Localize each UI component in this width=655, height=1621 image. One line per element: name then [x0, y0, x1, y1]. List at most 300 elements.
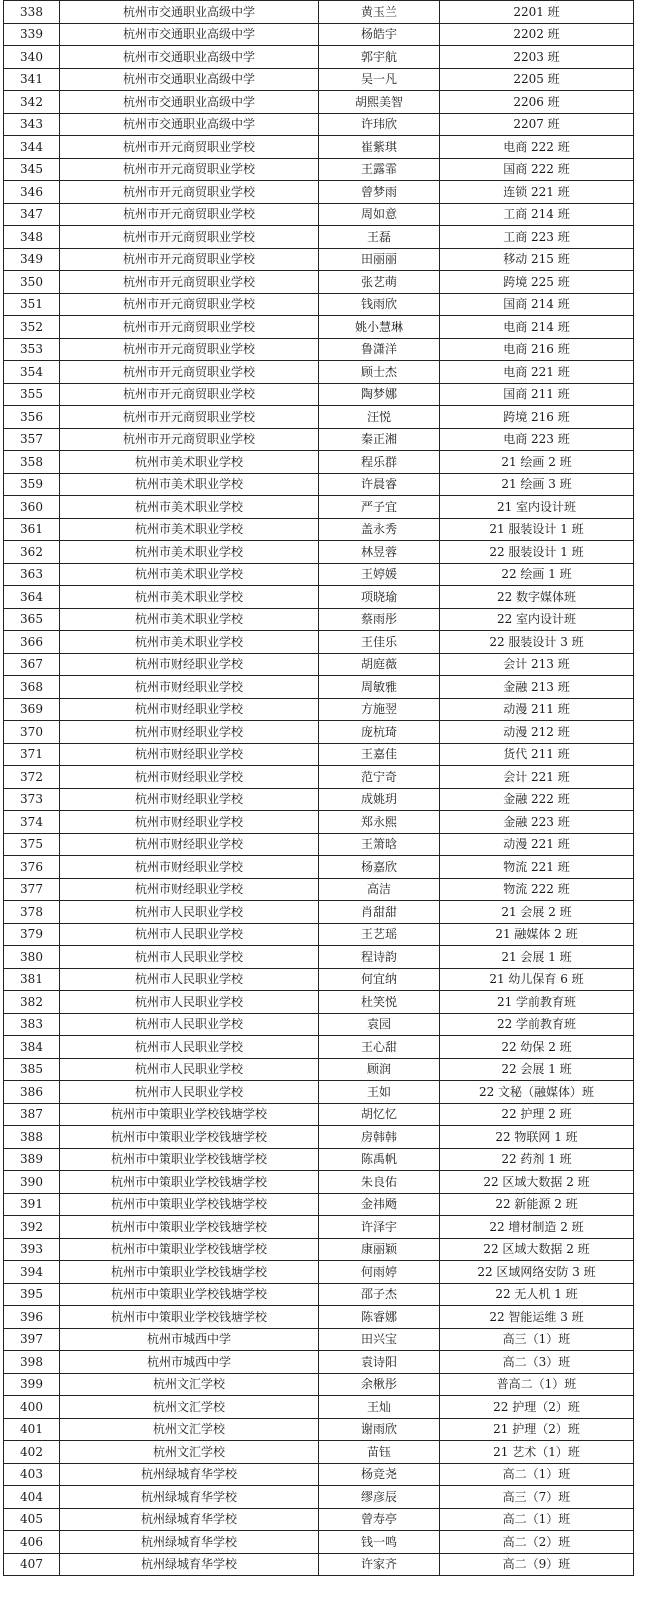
student-name-cell: 朱良佑: [319, 1171, 440, 1194]
table-row: [4, 248, 634, 271]
student-name-cell: 余楸彤: [319, 1373, 440, 1396]
class-name-cell: 电商 221 班: [440, 361, 634, 384]
row-number-cell: 380: [4, 946, 60, 969]
school-name-cell: 杭州市美术职业学校: [60, 518, 319, 541]
class-name-cell: 22 智能运维 3 班: [440, 1306, 634, 1329]
student-name-cell: 周如意: [319, 203, 440, 226]
school-name-cell: 杭州市美术职业学校: [60, 586, 319, 609]
row-number-cell: 361: [4, 518, 60, 541]
row-number-cell: 387: [4, 1103, 60, 1126]
class-name-cell: 2207 班: [440, 113, 634, 136]
class-name-cell: 物流 222 班: [440, 878, 634, 901]
class-name-cell: 22 文秘（融媒体）班: [440, 1081, 634, 1104]
row-number-cell: 391: [4, 1193, 60, 1216]
school-name-cell: 杭州绿城育华学校: [60, 1531, 319, 1554]
student-name-cell: 袁诗阳: [319, 1351, 440, 1374]
row-number-cell: 345: [4, 158, 60, 181]
student-name-cell: 何雨婷: [319, 1261, 440, 1284]
school-name-cell: 杭州市人民职业学校: [60, 1058, 319, 1081]
row-number-cell: 404: [4, 1486, 60, 1509]
table-row: [4, 473, 634, 496]
table-row: [4, 1171, 634, 1194]
row-number-cell: 354: [4, 361, 60, 384]
row-number-cell: 385: [4, 1058, 60, 1081]
student-name-cell: 杜笑悦: [319, 991, 440, 1014]
class-name-cell: 22 无人机 1 班: [440, 1283, 634, 1306]
row-number-cell: 401: [4, 1418, 60, 1441]
row-number-cell: 342: [4, 91, 60, 114]
class-name-cell: 连锁 221 班: [440, 181, 634, 204]
school-name-cell: 杭州市美术职业学校: [60, 631, 319, 654]
school-name-cell: 杭州市财经职业学校: [60, 721, 319, 744]
table-row: [4, 1418, 634, 1441]
table-row: [4, 113, 634, 136]
row-number-cell: 364: [4, 586, 60, 609]
row-number-cell: 372: [4, 766, 60, 789]
class-name-cell: 22 幼保 2 班: [440, 1036, 634, 1059]
school-name-cell: 杭州市人民职业学校: [60, 901, 319, 924]
row-number-cell: 382: [4, 991, 60, 1014]
row-number-cell: 352: [4, 316, 60, 339]
row-number-cell: 358: [4, 451, 60, 474]
school-name-cell: 杭州市中策职业学校钱塘学校: [60, 1216, 319, 1239]
class-name-cell: 2205 班: [440, 68, 634, 91]
class-name-cell: 22 服装设计 3 班: [440, 631, 634, 654]
table-row: [4, 91, 634, 114]
class-name-cell: 会计 213 班: [440, 653, 634, 676]
class-name-cell: 22 区域大数据 2 班: [440, 1171, 634, 1194]
table-row: [4, 608, 634, 631]
table-row: [4, 1, 634, 24]
class-name-cell: 2201 班: [440, 1, 634, 24]
school-name-cell: 杭州市开元商贸职业学校: [60, 226, 319, 249]
school-name-cell: 杭州市财经职业学校: [60, 653, 319, 676]
table-row: [4, 856, 634, 879]
table-row: [4, 833, 634, 856]
school-name-cell: 杭州市开元商贸职业学校: [60, 338, 319, 361]
class-name-cell: 2202 班: [440, 23, 634, 46]
class-name-cell: 国商 214 班: [440, 293, 634, 316]
class-name-cell: 22 护理（2）班: [440, 1396, 634, 1419]
student-name-cell: 秦正湘: [319, 428, 440, 451]
student-name-cell: 缪彦辰: [319, 1486, 440, 1509]
row-number-cell: 386: [4, 1081, 60, 1104]
student-name-cell: 许家齐: [319, 1553, 440, 1576]
table-row: [4, 1396, 634, 1419]
class-name-cell: 动漫 211 班: [440, 698, 634, 721]
class-name-cell: 22 护理 2 班: [440, 1103, 634, 1126]
row-number-cell: 398: [4, 1351, 60, 1374]
student-name-cell: 钱一鸣: [319, 1531, 440, 1554]
student-name-cell: 庞杭琦: [319, 721, 440, 744]
table-row: [4, 1036, 634, 1059]
row-number-cell: 357: [4, 428, 60, 451]
row-number-cell: 365: [4, 608, 60, 631]
table-row: [4, 203, 634, 226]
table-row: [4, 968, 634, 991]
table-row: [4, 1058, 634, 1081]
school-name-cell: 杭州文汇学校: [60, 1441, 319, 1464]
student-name-cell: 胡忆忆: [319, 1103, 440, 1126]
student-name-cell: 王嘉佳: [319, 743, 440, 766]
row-number-cell: 343: [4, 113, 60, 136]
class-name-cell: 电商 216 班: [440, 338, 634, 361]
class-name-cell: 国商 222 班: [440, 158, 634, 181]
class-name-cell: 21 室内设计班: [440, 496, 634, 519]
student-name-cell: 黄玉兰: [319, 1, 440, 24]
student-name-cell: 严子宜: [319, 496, 440, 519]
row-number-cell: 406: [4, 1531, 60, 1554]
row-number-cell: 395: [4, 1283, 60, 1306]
school-name-cell: 杭州市开元商贸职业学校: [60, 203, 319, 226]
class-name-cell: 2203 班: [440, 46, 634, 69]
class-name-cell: 高三（7）班: [440, 1486, 634, 1509]
school-name-cell: 杭州市中策职业学校钱塘学校: [60, 1126, 319, 1149]
table-row: [4, 1283, 634, 1306]
table-row: [4, 136, 634, 159]
table-row: [4, 406, 634, 429]
table-row: [4, 676, 634, 699]
class-name-cell: 2206 班: [440, 91, 634, 114]
table-row: [4, 1238, 634, 1261]
row-number-cell: 392: [4, 1216, 60, 1239]
student-name-cell: 蔡雨彤: [319, 608, 440, 631]
school-name-cell: 杭州市中策职业学校钱塘学校: [60, 1193, 319, 1216]
school-name-cell: 杭州文汇学校: [60, 1418, 319, 1441]
student-name-cell: 顾润: [319, 1058, 440, 1081]
table-row: [4, 1126, 634, 1149]
table-row: [4, 1486, 634, 1509]
row-number-cell: 374: [4, 811, 60, 834]
school-name-cell: 杭州市交通职业高级中学: [60, 46, 319, 69]
student-name-cell: 项晓瑜: [319, 586, 440, 609]
table-row: [4, 1463, 634, 1486]
class-name-cell: 22 室内设计班: [440, 608, 634, 631]
school-name-cell: 杭州市开元商贸职业学校: [60, 271, 319, 294]
table-row: [4, 946, 634, 969]
student-name-cell: 胡熙美智: [319, 91, 440, 114]
student-name-cell: 康丽颖: [319, 1238, 440, 1261]
table-row: [4, 428, 634, 451]
school-name-cell: 杭州市交通职业高级中学: [60, 91, 319, 114]
class-name-cell: 22 增材制造 2 班: [440, 1216, 634, 1239]
student-name-cell: 顾士杰: [319, 361, 440, 384]
row-number-cell: 377: [4, 878, 60, 901]
class-name-cell: 22 新能源 2 班: [440, 1193, 634, 1216]
row-number-cell: 402: [4, 1441, 60, 1464]
school-name-cell: 杭州市财经职业学校: [60, 833, 319, 856]
table-row: [4, 721, 634, 744]
row-number-cell: 341: [4, 68, 60, 91]
row-number-cell: 339: [4, 23, 60, 46]
class-name-cell: 物流 221 班: [440, 856, 634, 879]
student-name-cell: 陈睿娜: [319, 1306, 440, 1329]
table-row: [4, 293, 634, 316]
table-row: [4, 541, 634, 564]
table-row: [4, 181, 634, 204]
class-name-cell: 高二（1）班: [440, 1508, 634, 1531]
table-row: [4, 1328, 634, 1351]
school-name-cell: 杭州市交通职业高级中学: [60, 1, 319, 24]
class-name-cell: 21 学前教育班: [440, 991, 634, 1014]
school-name-cell: 杭州市人民职业学校: [60, 1081, 319, 1104]
table-row: [4, 698, 634, 721]
row-number-cell: 353: [4, 338, 60, 361]
table-row: [4, 788, 634, 811]
school-name-cell: 杭州市中策职业学校钱塘学校: [60, 1171, 319, 1194]
row-number-cell: 396: [4, 1306, 60, 1329]
school-name-cell: 杭州市人民职业学校: [60, 968, 319, 991]
table-row: [4, 1531, 634, 1554]
student-name-cell: 姚小慧琳: [319, 316, 440, 339]
student-name-cell: 郭宇航: [319, 46, 440, 69]
row-number-cell: 373: [4, 788, 60, 811]
class-name-cell: 22 会展 1 班: [440, 1058, 634, 1081]
class-name-cell: 21 会展 1 班: [440, 946, 634, 969]
table-row: [4, 158, 634, 181]
student-name-cell: 曾寿亭: [319, 1508, 440, 1531]
school-name-cell: 杭州市美术职业学校: [60, 473, 319, 496]
school-name-cell: 杭州市财经职业学校: [60, 743, 319, 766]
school-name-cell: 杭州市中策职业学校钱塘学校: [60, 1283, 319, 1306]
table-row: [4, 226, 634, 249]
student-name-cell: 陈禹帆: [319, 1148, 440, 1171]
row-number-cell: 348: [4, 226, 60, 249]
row-number-cell: 351: [4, 293, 60, 316]
student-name-cell: 许晨睿: [319, 473, 440, 496]
class-name-cell: 22 服装设计 1 班: [440, 541, 634, 564]
row-number-cell: 344: [4, 136, 60, 159]
row-number-cell: 400: [4, 1396, 60, 1419]
student-name-cell: 杨竞尧: [319, 1463, 440, 1486]
student-name-cell: 许泽宇: [319, 1216, 440, 1239]
table-row: [4, 451, 634, 474]
row-number-cell: 376: [4, 856, 60, 879]
row-number-cell: 359: [4, 473, 60, 496]
student-name-cell: 王灿: [319, 1396, 440, 1419]
school-name-cell: 杭州市人民职业学校: [60, 946, 319, 969]
row-number-cell: 381: [4, 968, 60, 991]
class-name-cell: 高二（3）班: [440, 1351, 634, 1374]
school-name-cell: 杭州绿城育华学校: [60, 1508, 319, 1531]
school-name-cell: 杭州市美术职业学校: [60, 451, 319, 474]
student-name-cell: 杨皓宇: [319, 23, 440, 46]
class-name-cell: 跨境 216 班: [440, 406, 634, 429]
class-name-cell: 电商 222 班: [440, 136, 634, 159]
row-number-cell: 375: [4, 833, 60, 856]
school-name-cell: 杭州市中策职业学校钱塘学校: [60, 1103, 319, 1126]
student-name-cell: 田丽丽: [319, 248, 440, 271]
table-row: [4, 23, 634, 46]
class-name-cell: 22 区域网络安防 3 班: [440, 1261, 634, 1284]
school-name-cell: 杭州绿城育华学校: [60, 1463, 319, 1486]
school-name-cell: 杭州文汇学校: [60, 1396, 319, 1419]
school-name-cell: 杭州市城西中学: [60, 1328, 319, 1351]
class-name-cell: 工商 214 班: [440, 203, 634, 226]
school-name-cell: 杭州市城西中学: [60, 1351, 319, 1374]
row-number-cell: 356: [4, 406, 60, 429]
class-name-cell: 22 数字媒体班: [440, 586, 634, 609]
school-name-cell: 杭州绿城育华学校: [60, 1486, 319, 1509]
class-name-cell: 高二（2）班: [440, 1531, 634, 1554]
table-row: [4, 1148, 634, 1171]
row-number-cell: 394: [4, 1261, 60, 1284]
student-name-cell: 高洁: [319, 878, 440, 901]
table-row: [4, 68, 634, 91]
student-name-cell: 谢雨欣: [319, 1418, 440, 1441]
table-row: [4, 1351, 634, 1374]
student-roster-table: [3, 0, 634, 1576]
school-name-cell: 杭州市人民职业学校: [60, 991, 319, 1014]
school-name-cell: 杭州市开元商贸职业学校: [60, 248, 319, 271]
student-name-cell: 何宜纳: [319, 968, 440, 991]
student-name-cell: 袁园: [319, 1013, 440, 1036]
student-name-cell: 王如: [319, 1081, 440, 1104]
table-row: [4, 923, 634, 946]
class-name-cell: 高二（1）班: [440, 1463, 634, 1486]
class-name-cell: 普高二（1）班: [440, 1373, 634, 1396]
student-name-cell: 崔紫琪: [319, 136, 440, 159]
row-number-cell: 360: [4, 496, 60, 519]
class-name-cell: 移动 215 班: [440, 248, 634, 271]
table-row: [4, 496, 634, 519]
class-name-cell: 金融 222 班: [440, 788, 634, 811]
table-row: [4, 1553, 634, 1576]
student-name-cell: 范宁奇: [319, 766, 440, 789]
table-row: [4, 586, 634, 609]
school-name-cell: 杭州市美术职业学校: [60, 608, 319, 631]
student-name-cell: 曾梦雨: [319, 181, 440, 204]
table-row: [4, 653, 634, 676]
student-name-cell: 许玮欣: [319, 113, 440, 136]
student-name-cell: 王婷媛: [319, 563, 440, 586]
table-row: [4, 1508, 634, 1531]
roster-table-body: [4, 1, 634, 1576]
row-number-cell: 397: [4, 1328, 60, 1351]
class-name-cell: 21 护理（2）班: [440, 1418, 634, 1441]
row-number-cell: 403: [4, 1463, 60, 1486]
row-number-cell: 370: [4, 721, 60, 744]
class-name-cell: 22 学前教育班: [440, 1013, 634, 1036]
row-number-cell: 350: [4, 271, 60, 294]
school-name-cell: 杭州市中策职业学校钱塘学校: [60, 1261, 319, 1284]
school-name-cell: 杭州文汇学校: [60, 1373, 319, 1396]
student-name-cell: 张艺萌: [319, 271, 440, 294]
table-row: [4, 271, 634, 294]
school-name-cell: 杭州市财经职业学校: [60, 766, 319, 789]
table-row: [4, 361, 634, 384]
class-name-cell: 金融 223 班: [440, 811, 634, 834]
student-name-cell: 程乐群: [319, 451, 440, 474]
class-name-cell: 电商 223 班: [440, 428, 634, 451]
table-row: [4, 563, 634, 586]
student-name-cell: 肖甜甜: [319, 901, 440, 924]
class-name-cell: 22 药剂 1 班: [440, 1148, 634, 1171]
table-row: [4, 338, 634, 361]
row-number-cell: 388: [4, 1126, 60, 1149]
school-name-cell: 杭州市开元商贸职业学校: [60, 406, 319, 429]
school-name-cell: 杭州市财经职业学校: [60, 878, 319, 901]
school-name-cell: 杭州市开元商贸职业学校: [60, 316, 319, 339]
school-name-cell: 杭州市财经职业学校: [60, 676, 319, 699]
table-row: [4, 631, 634, 654]
school-name-cell: 杭州市中策职业学校钱塘学校: [60, 1238, 319, 1261]
row-number-cell: 367: [4, 653, 60, 676]
class-name-cell: 国商 211 班: [440, 383, 634, 406]
table-row: [4, 878, 634, 901]
class-name-cell: 21 会展 2 班: [440, 901, 634, 924]
class-name-cell: 工商 223 班: [440, 226, 634, 249]
student-name-cell: 吴一凡: [319, 68, 440, 91]
row-number-cell: 379: [4, 923, 60, 946]
table-row: [4, 1306, 634, 1329]
row-number-cell: 338: [4, 1, 60, 24]
row-number-cell: 355: [4, 383, 60, 406]
student-name-cell: 王心甜: [319, 1036, 440, 1059]
school-name-cell: 杭州市交通职业高级中学: [60, 23, 319, 46]
row-number-cell: 384: [4, 1036, 60, 1059]
table-row: [4, 316, 634, 339]
table-row: [4, 1216, 634, 1239]
student-name-cell: 王磊: [319, 226, 440, 249]
school-name-cell: 杭州市中策职业学校钱塘学校: [60, 1148, 319, 1171]
school-name-cell: 杭州市人民职业学校: [60, 1013, 319, 1036]
row-number-cell: 383: [4, 1013, 60, 1036]
table-row: [4, 1081, 634, 1104]
school-name-cell: 杭州绿城育华学校: [60, 1553, 319, 1576]
table-row: [4, 1441, 634, 1464]
table-row: [4, 1373, 634, 1396]
class-name-cell: 21 服装设计 1 班: [440, 518, 634, 541]
table-row: [4, 811, 634, 834]
student-name-cell: 田兴宝: [319, 1328, 440, 1351]
school-name-cell: 杭州市美术职业学校: [60, 563, 319, 586]
row-number-cell: 340: [4, 46, 60, 69]
student-name-cell: 林昱蓉: [319, 541, 440, 564]
table-row: [4, 743, 634, 766]
student-name-cell: 陶梦娜: [319, 383, 440, 406]
class-name-cell: 会计 221 班: [440, 766, 634, 789]
class-name-cell: 21 艺术（1）班: [440, 1441, 634, 1464]
student-name-cell: 方施翌: [319, 698, 440, 721]
school-name-cell: 杭州市人民职业学校: [60, 1036, 319, 1059]
table-row: [4, 991, 634, 1014]
student-name-cell: 王艺瑶: [319, 923, 440, 946]
school-name-cell: 杭州市美术职业学校: [60, 496, 319, 519]
class-name-cell: 电商 214 班: [440, 316, 634, 339]
table-row: [4, 1013, 634, 1036]
student-name-cell: 汪悦: [319, 406, 440, 429]
school-name-cell: 杭州市开元商贸职业学校: [60, 293, 319, 316]
table-row: [4, 518, 634, 541]
school-name-cell: 杭州市开元商贸职业学校: [60, 361, 319, 384]
row-number-cell: 405: [4, 1508, 60, 1531]
row-number-cell: 346: [4, 181, 60, 204]
student-name-cell: 苗钰: [319, 1441, 440, 1464]
student-name-cell: 王露霏: [319, 158, 440, 181]
class-name-cell: 高三（1）班: [440, 1328, 634, 1351]
student-name-cell: 邵子杰: [319, 1283, 440, 1306]
class-name-cell: 21 幼儿保育 6 班: [440, 968, 634, 991]
school-name-cell: 杭州市财经职业学校: [60, 856, 319, 879]
student-name-cell: 郑永熙: [319, 811, 440, 834]
class-name-cell: 货代 211 班: [440, 743, 634, 766]
class-name-cell: 21 绘画 2 班: [440, 451, 634, 474]
class-name-cell: 动漫 221 班: [440, 833, 634, 856]
class-name-cell: 22 绘画 1 班: [440, 563, 634, 586]
row-number-cell: 399: [4, 1373, 60, 1396]
school-name-cell: 杭州市美术职业学校: [60, 541, 319, 564]
